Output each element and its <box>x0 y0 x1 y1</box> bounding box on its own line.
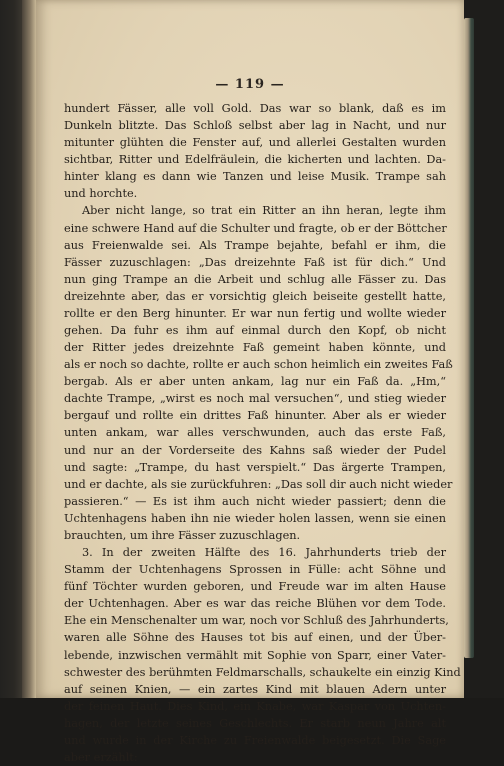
text-line: gehen. Da fuhr es ihm auf einmal durch den Kopf, ob nicht <box>64 324 446 338</box>
text-line: hundert Fässer, alle voll Gold. Das war so blank, daß es im <box>64 102 446 115</box>
text-line: eine schwere Hand auf die Schulter und fragte, ob er der Böttcher <box>64 221 447 235</box>
book-page <box>36 0 464 764</box>
text-line: dreizehnte aber, das er vorsichtig gleich beiseite gestellt hatte, <box>64 289 446 303</box>
text-line: Ehe ein Menschenalter um war, noch vor Schluß des Jahrhunderts, <box>64 614 449 628</box>
text-line: waren alle Söhne des Hauses tot bis auf einen, und der Über- <box>64 631 446 645</box>
text-line: der Uchtenhagen. Aber es war das reiche Blühen vor dem Tode. <box>64 597 446 611</box>
text-line: und nur an der Vorderseite des Kahns saß wieder der Pudel <box>64 443 446 457</box>
text-line: hagen, der letzte seines Geschlechts. Er starb neun Jahre alt <box>64 716 446 730</box>
text-line: Stamm der Uchtenhagens Sprossen in Fülle: acht Söhne und <box>64 563 446 577</box>
text-line: passieren.“ — Es ist ihm auch nicht wieder passiert; denn die <box>64 494 446 508</box>
text-line: schwester des berühmten Feldmarschalls, schaukelte ein einzig Kind <box>64 665 461 679</box>
text-line: auf seinen Knien, — ein zartes Kind mit blauen Adern unter <box>64 682 446 696</box>
text-line: der feinen Haut. Dies Kind, ein Knabe, war Kaspar von Uchten- <box>64 699 446 713</box>
text-line: und er dachte, als sie zurückfuhren: „Das soll dir auch nicht wieder <box>64 477 453 491</box>
text-line: aus Freienwalde sei. Als Trampe bejahte, befahl er ihm, die <box>64 238 446 252</box>
text-line: Uchtenhagens haben ihn nie wieder holen lassen, wenn sie einen <box>64 511 446 525</box>
text-line: der Ritter jedes dreizehnte Faß gemeint haben könnte, und <box>64 341 446 355</box>
text-line: als er noch so dachte, rollte er auch schon heimlich ein zweites Faß <box>64 358 453 372</box>
page-number: — 119 — <box>215 77 285 92</box>
text-line: lebende, inzwischen vermählt mit Sophie von Sparr, einer Vater- <box>64 648 446 662</box>
text-line: unten ankam, war alles verschwunden, auch das erste Faß, <box>64 426 446 440</box>
body-text <box>64 100 461 766</box>
text-line: und wurde in der Kirche zu Freienwalde beigesetzt. Die Sage <box>64 733 446 747</box>
text-line: aber erzählt: <box>64 750 138 764</box>
text-line: fünf Töchter wurden geboren, und Freude war im alten Hause <box>64 580 446 594</box>
text-line: und horchte. <box>64 187 138 201</box>
text-line: dachte Trampe, „wirst es noch mal versuchen“, und stieg wieder <box>64 392 446 406</box>
book-cover-edge <box>464 18 474 658</box>
text-line: mitunter glühten die Fenster auf, und allerlei Gestalten wurden <box>64 136 446 150</box>
text-line: bergauf und rollte ein drittes Faß hinunter. Aber als er wieder <box>64 409 446 423</box>
text-line: 3. In der zweiten Hälfte des 16. Jahrhunderts trieb der <box>82 546 446 560</box>
text-line: und sagte: „Trampe, du hast verspielt.“ Das ärgerte Trampen, <box>64 460 446 474</box>
book-gutter <box>22 0 36 698</box>
text-line: rollte er den Berg hinunter. Er war nun fertig und wollte wieder <box>64 306 446 320</box>
text-line: Fässer zuzuschlagen: „Das dreizehnte Faß ist für dich.“ Und <box>64 255 446 269</box>
text-line: Aber nicht lange, so trat ein Ritter an ihn heran, legte ihm <box>82 204 446 218</box>
text-line: bergab. Als er aber unten ankam, lag nur ein Faß da. „Hm,“ <box>64 375 446 389</box>
text-line: brauchten, um ihre Fässer zuzuschlagen. <box>64 528 301 542</box>
text-line: Dunkeln blitzte. Das Schloß selbst aber lag in Nacht, und nur <box>64 119 446 133</box>
text-line: sichtbar, Ritter und Edelfräulein, die kicherten und lachten. Da- <box>64 153 446 167</box>
text-line: hinter klang es dann wie Tanzen und leise Musik. Trampe sah <box>64 170 446 184</box>
text-line: nun ging Trampe an die Arbeit und schlug alle Fässer zu. Das <box>64 272 446 286</box>
